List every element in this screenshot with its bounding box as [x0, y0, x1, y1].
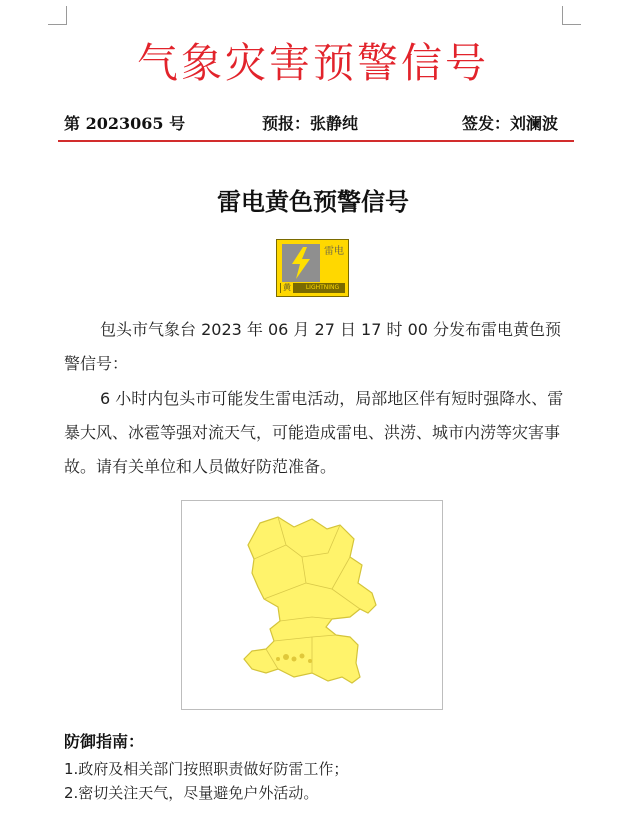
header-divider: [58, 140, 574, 142]
icon-level-badge: 黄: [283, 283, 291, 292]
issuer-label: 签发：刘澜波: [462, 114, 559, 133]
icon-side-text: 雷电: [324, 246, 344, 257]
lightning-bolt-icon: [282, 244, 320, 282]
issue-paragraph: 包头市气象台 2023 年 06 月 27 日 17 时 00 分发布雷电黄色预警信号：: [64, 320, 562, 373]
icon-english-label: LIGHTNING: [305, 284, 340, 291]
guide-title: 防御指南：: [64, 732, 145, 751]
warning-area-map: [181, 500, 443, 710]
map-region-shape: [244, 517, 376, 683]
page-corner-mark-left: [48, 6, 67, 25]
guide-item: 1.政府及相关部门按照职责做好防雷工作；: [64, 760, 349, 778]
forecast-paragraph: 6 小时内包头市可能发生雷电活动，局部地区伴有短时强降水、雷暴大风、冰雹等强对流天气，可能造成雷电、洪涝、城市内涝等灾害事故。请有关单位和人员做好防范准备。: [64, 389, 564, 476]
forecaster-label: 预报：张静纯: [262, 114, 359, 133]
document-title: 气象灾害预警信号: [137, 39, 489, 87]
icon-bottom-bar: [280, 283, 345, 293]
guide-item: 2.密切关注天气，尽量避免户外活动。: [64, 784, 319, 802]
signal-title: 雷电黄色预警信号: [217, 188, 409, 216]
baotou-region-map: [182, 501, 442, 709]
page-corner-mark-right: [562, 6, 581, 25]
lightning-yellow-warning-icon: [276, 239, 349, 297]
document-number: 第 2023065 号: [64, 114, 186, 133]
